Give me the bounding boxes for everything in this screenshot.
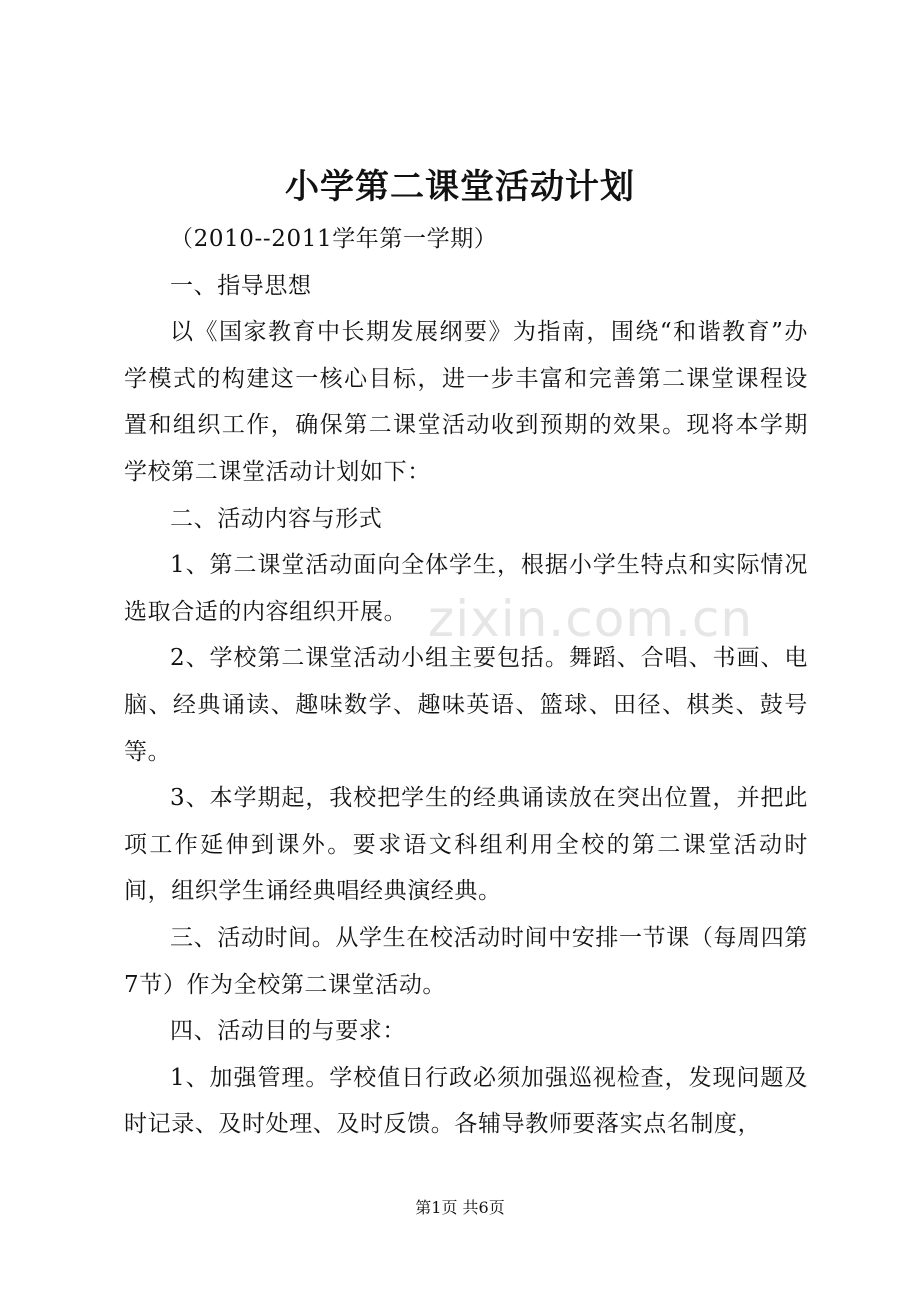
- section-heading-content-form: 二、活动内容与形式: [170, 505, 383, 532]
- page-footer: 第1页 共6页: [415, 1198, 505, 1217]
- document-body: [124, 216, 808, 1148]
- section-heading-guiding-thought: 一、指导思想: [170, 272, 312, 299]
- paragraph: 1、加强管理。学校值日行政必须加强巡视检查，发现问题及时记录、及时处理、及时反馈。各辅导教师要落实点名制度，: [124, 1064, 808, 1138]
- document-title: 小学第二课堂活动计划: [285, 167, 635, 207]
- paragraph: 3、本学期起，我校把学生的经典诵读放在突出位置，并把此项工作延伸到课外。要求语文科组利用全校的第二课堂活动时间，组织学生诵经典唱经典演经典。: [124, 785, 808, 905]
- paragraph: 2、学校第二课堂活动小组主要包括。舞蹈、合唱、书画、电脑、经典诵读、趣味数学、趣味英语、篮球、田径、棋类、鼓号等。: [124, 645, 808, 765]
- section-heading-goals: 四、活动目的与要求：: [170, 1018, 406, 1045]
- paragraph: 1、第二课堂活动面向全体学生，根据小学生特点和实际情况选取合适的内容组织开展。: [124, 552, 808, 625]
- watermark: zixin.com.cn: [428, 590, 754, 648]
- paragraph: 三、活动时间。从学生在校活动时间中安排一节课（每周四第7节）作为全校第二课堂活动。: [124, 924, 808, 998]
- paragraph: 以《国家教育中长期发展纲要》为指南，围绕“和谐教育”办学模式的构建这一核心目标，进一步丰富和完善第二课堂课程设置和组织工作，确保第二课堂活动收到预期的效果。现将本学期学校第二课堂活动计划如下：: [124, 319, 808, 485]
- semester-line: （2010--2011学年第一学期）: [170, 226, 498, 252]
